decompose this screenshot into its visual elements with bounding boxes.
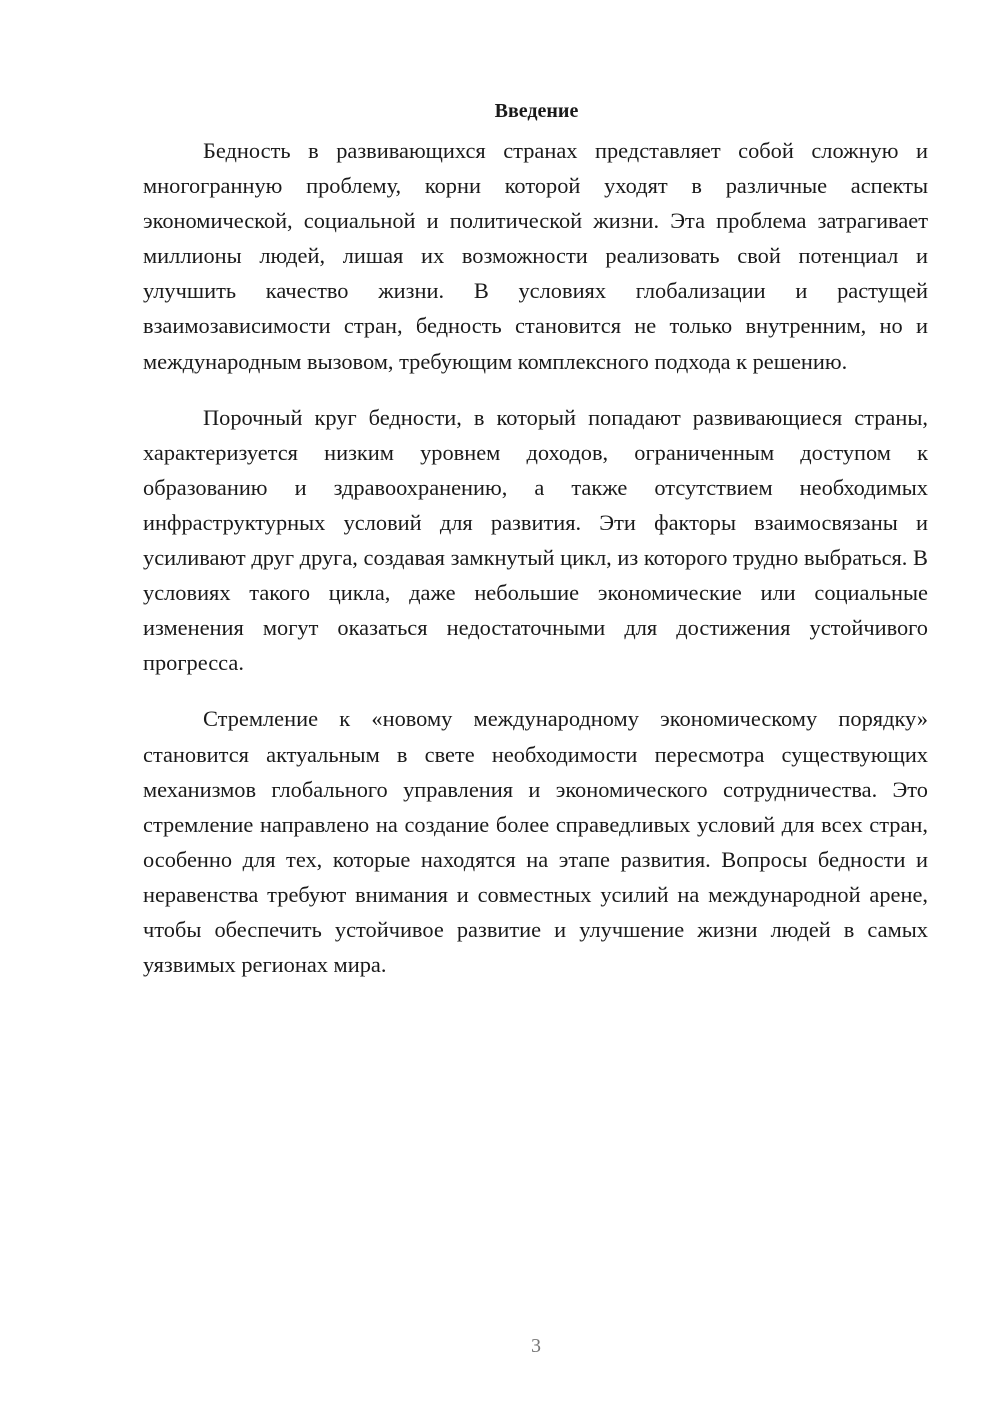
page-number: 3 <box>531 1335 541 1357</box>
paragraph-3: Стремление к «новому международному экономическому порядку» становится актуальным в свете необходимости пересмотра существующих механизмов глобального управления и экономического сотрудничества. Это стремление направлено на создание более справедливых условий для всех стран, особенно для тех, которые находятся на этапе развития. Вопросы бедности и неравенства требуют внимания и совместных усилий на международной арене, чтобы обеспечить устойчивое развитие и улучшение жизни людей в самых уязвимых регионах мира. <box>143 706 928 978</box>
paragraph-2: Порочный круг бедности, в который попадают развивающиеся страны, характеризуется низким уровнем доходов, ограниченным доступом к образованию и здравоохранению, а также отсутствием необходимых инфраструктурных условий для развития. Эти факторы взаимосвязаны и усиливают друг друга, создавая замкнутый цикл, из которого трудно выбраться. В условиях такого цикла, даже небольшие экономические или социальные изменения могут оказаться недостаточными для достижения устойчивого прогресса. <box>143 404 928 676</box>
paragraph-1: Бедность в развивающихся странах представляет собой сложную и многогранную проблему, корни которой уходят в различные аспекты экономической, социальной и политической жизни. Эта проблема затрагивает миллионы людей, лишая их возможности реализовать свой потенциал и улучшить качество жизни. В условиях глобализации и растущей взаимозависимости стран, бедность становится не только внутренним, но и международным вызовом, требующим комплексного подхода к решению. <box>143 138 928 374</box>
page-title: Введение <box>494 100 579 122</box>
document-body <box>143 92 928 982</box>
